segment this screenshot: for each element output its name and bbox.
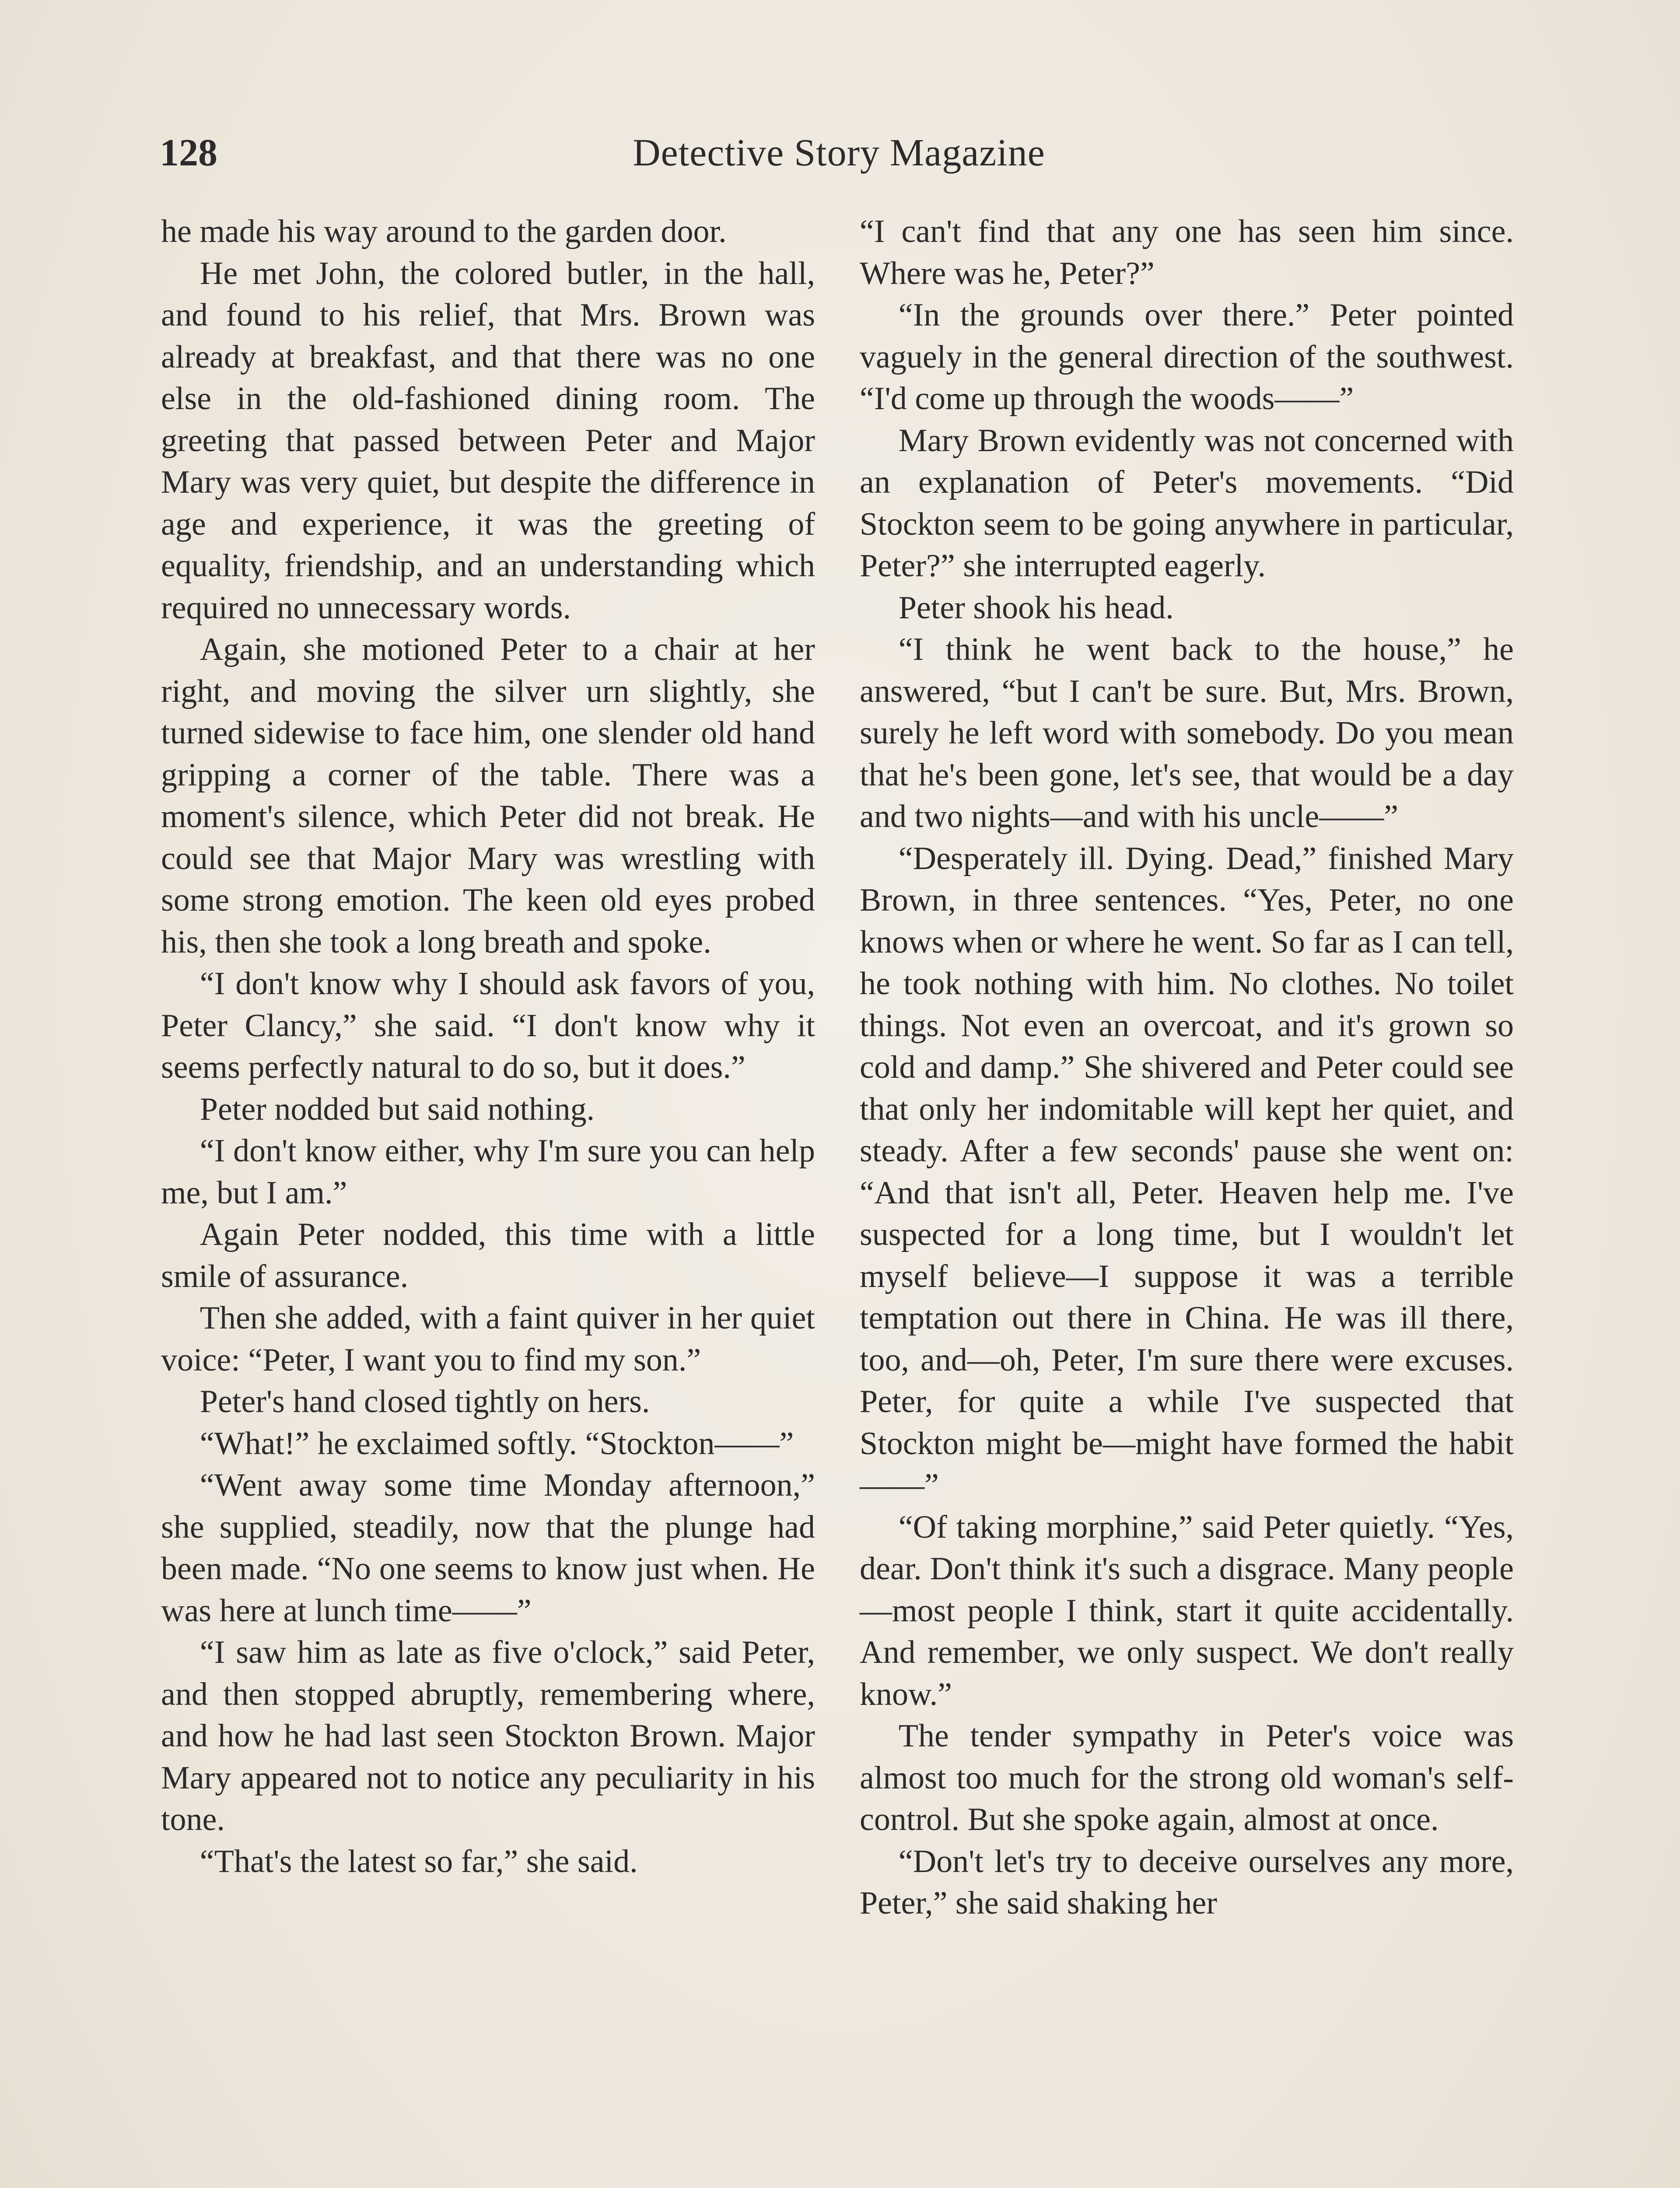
- paragraph: Mary Brown evidently was not concerned with an explanation of Peter's movements. “Did Stockton seem to be going anywhere in particular, Peter?” she interrupted eagerly.: [860, 422, 1514, 584]
- paragraph: “I don't know either, why I'm sure you can help me, but I am.”: [161, 1133, 815, 1211]
- paragraph: Again, she motioned Peter to a chair at her right, and moving the silver urn slightly, she turned sidewise to face him, one slender old hand gripping a corner of the table. There was a moment's silence, which Peter did not break. He could see that Major Mary was wrestling with some strong emotion. The keen old eyes probed his, then she took a long breath and spoke.: [161, 631, 815, 960]
- paragraph: “Went away some time Monday afternoon,” she supplied, steadily, now that the plunge had been made. “No one seems to know just when. He was here at lunch time——”: [161, 1467, 815, 1629]
- paragraph: Peter's hand closed tightly on hers.: [200, 1384, 650, 1420]
- paragraph: “I think he went back to the house,” he answered, “but I can't be sure. But, Mrs. Brown, surely he left word with somebody. Do you mean that he's been gone, let's see, that would be a day and two nights—and with his uncle——”: [860, 631, 1514, 835]
- paragraph: “I saw him as late as five o'clock,” said Peter, and then stopped abruptly, remembering where, and how he had last seen Stockton Brown. Major Mary appeared not to notice any peculiarity in his tone.: [161, 1634, 815, 1837]
- paragraph: “What!” he exclaimed softly. “Stockton——”: [200, 1425, 794, 1462]
- paragraph: “I don't know why I should ask favors of you, Peter Clancy,” she said. “I don't know why it seems perfectly natural to do so, but it does.”: [161, 966, 815, 1085]
- paragraph: Then she added, with a faint quiver in her quiet voice: “Peter, I want you to find my son.”: [161, 1300, 815, 1378]
- paragraph: Again Peter nodded, this time with a little smile of assurance.: [161, 1217, 815, 1294]
- paragraph: “In the grounds over there.” Peter pointed vaguely in the general direction of the southwest. “I'd come up through the woods——”: [860, 297, 1514, 417]
- page-header: [160, 127, 1518, 188]
- paragraph: Peter shook his head.: [898, 589, 1174, 626]
- right-column: [860, 211, 1514, 1925]
- paragraph: Peter nodded but said nothing.: [200, 1091, 595, 1127]
- paragraph: “Don't let's try to deceive ourselves any more, Peter,” she said shaking her: [860, 1843, 1514, 1921]
- paragraph: “Of taking morphine,” said Peter quietly. “Yes, dear. Don't think it's such a disgrace. Many people—most people I think, start it quite accidentally. And remember, we only suspect. We don't really know.”: [860, 1509, 1514, 1712]
- magazine-title: Detective Story Magazine: [633, 132, 1045, 174]
- paragraph: The tender sympathy in Peter's voice was almost too much for the strong old woman's self-control. But she spoke again, almost at once.: [860, 1718, 1514, 1837]
- paragraph: He met John, the colored butler, in the hall, and found to his relief, that Mrs. Brown was already at breakfast, and that there was no one else in the old-fashioned dining room. The greeting that passed between Peter and Major Mary was very quiet, but despite the difference in age and experience, it was the greeting of equality, friendship, and an understanding which required no unnecessary words.: [161, 255, 815, 626]
- paragraph: “That's the latest so far,” she said.: [200, 1843, 638, 1879]
- paragraph: he made his way around to the garden door.: [161, 214, 727, 249]
- paragraph: “Desperately ill. Dying. Dead,” finished Mary Brown, in three sentences. “Yes, Peter, no one knows when or where he went. So far as I can tell, he took nothing with him. No clothes. No toilet things. Not even an overcoat, and it's grown so cold and damp.” She shivered and Peter could see that only her indomitable will kept her quiet, and steady. After a few seconds' pause she went on: “And that isn't all, Peter. Heaven help me. I've suspected for a long time, but I wouldn't let myself believe—I suppose it was a terrible temptation out there in China. He was ill there, too, and—oh, Peter, I'm sure there were excuses. Peter, for quite a while I've suspected that Stockton might be—might have formed the habit——”: [860, 840, 1514, 1503]
- left-column: [161, 211, 815, 1883]
- paragraph: “I can't find that any one has seen him since. Where was he, Peter?”: [860, 214, 1514, 291]
- page-number: 128: [160, 132, 217, 174]
